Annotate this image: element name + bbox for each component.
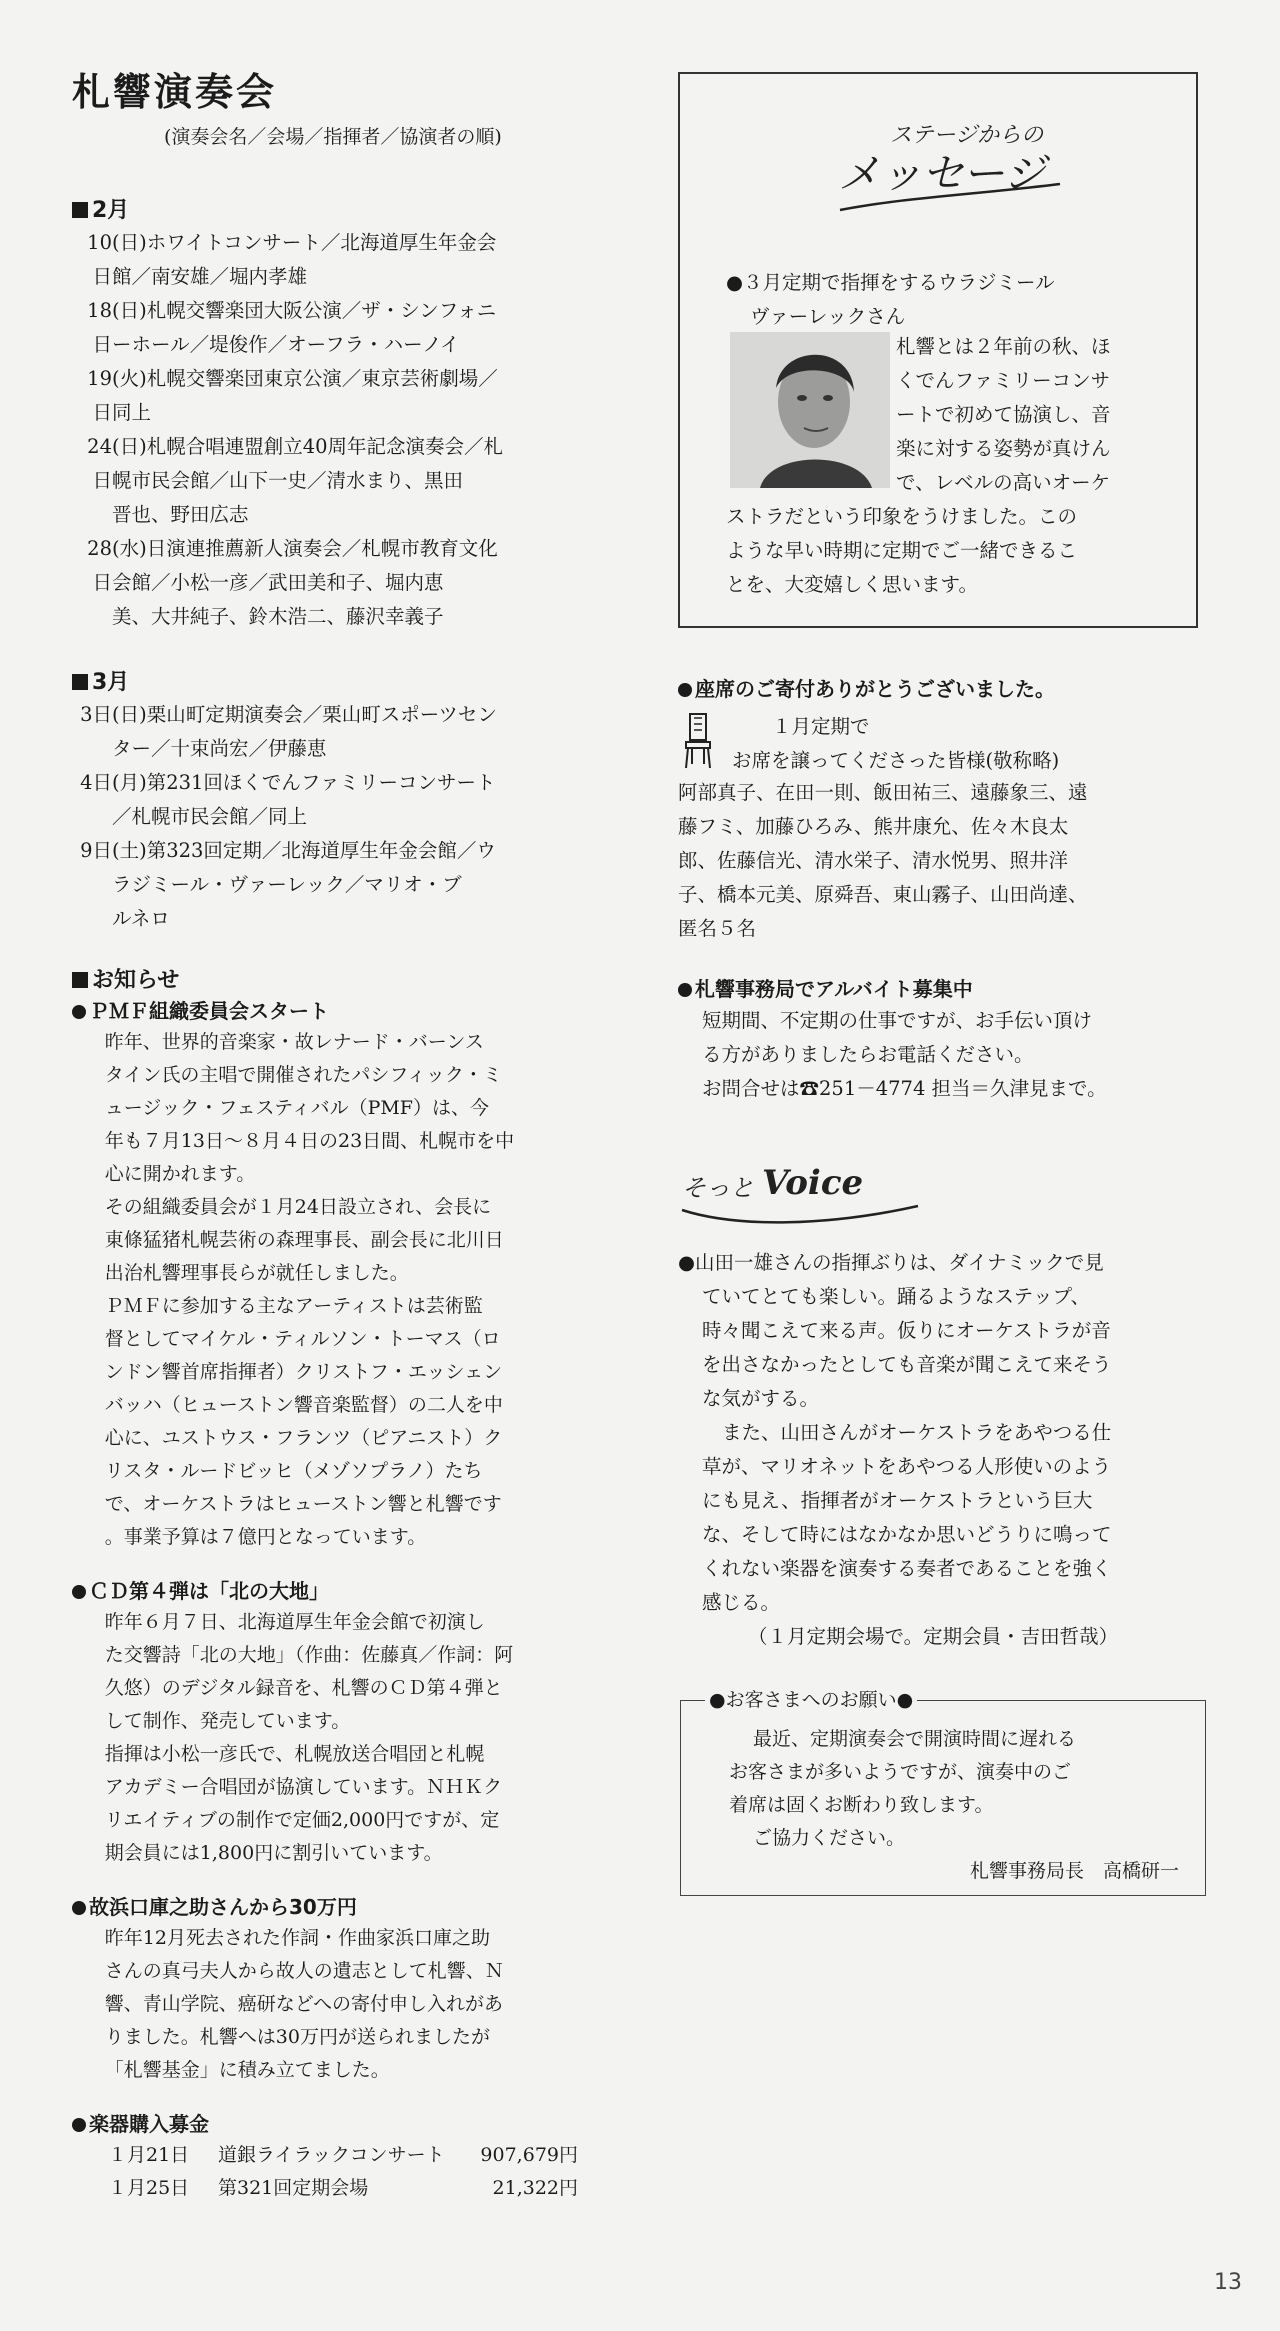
table-row: １月25日 第321回定期会場 21,322円: [108, 2177, 578, 2199]
cd-heading: ＣＤ第４弾は「北の大地」: [72, 1576, 612, 1606]
square-bullet-icon: [72, 674, 88, 690]
square-bullet-icon: [72, 972, 88, 988]
page-subtitle: (演奏会名／会場／指揮者／協演者の順): [164, 126, 502, 148]
audience-notice-box: [680, 1689, 1206, 1896]
square-bullet-icon: [72, 202, 88, 218]
schedule-row: 19日 (火)札幌交響楽団東京公演／東京芸術劇場／ 同上: [87, 367, 498, 424]
seat-donation-intro: １月定期で お席を譲ってくださった皆様(敬称略): [678, 710, 1208, 778]
seat-donation-section: [678, 674, 1208, 946]
march-schedule: [72, 698, 612, 936]
donor-names: 阿部真子、在田一則、飯田祐三、遠藤象三、遠 藤フミ、加藤ひろみ、熊井康允、佐々木良太 郎、佐藤信光、清水栄子、清水悦男、照井洋 子、橋本元美、原舜吾、東山霧子、山田尚達、 匿名５名: [678, 781, 1088, 940]
dot-bullet-icon: [72, 1901, 86, 1915]
paragraph: 昨年、世界的音楽家・故レナード・バーンス タイン氏の主唱で開催されたパシフィック・ミ ュージック・フェスティバル（PMF）は、今 年も７月13日～８月４日の23日間、札幌市を中 心に開かれます。: [104, 1031, 515, 1185]
voice-logo: [678, 1148, 938, 1238]
pmf-heading: ＰＭＦ組織委員会スタート: [72, 996, 612, 1026]
february-schedule: [72, 226, 612, 634]
dot-bullet-icon: [72, 1005, 86, 1019]
voice-section: [678, 1246, 1208, 1654]
paragraph: 昨年12月死去された作詞・作曲家浜口庫之助 さんの真弓夫人から故人の遺志として札響、Ｎ 響、青山学院、癌研などへの寄付申し入れがあ りました。札響へは30万円が送られましたが 「札響基金」に積み立てました。: [104, 1927, 504, 2081]
hamaguchi-article: [72, 1922, 612, 2087]
dot-bullet-icon: [678, 683, 692, 697]
notice-signature: 札響事務局長 高橋研一: [969, 1860, 1179, 1882]
left-column: [72, 70, 612, 2205]
schedule-row: 10日 (日)ホワイトコンサート／北海道厚生年金会 館／南安雄／堀内孝雄: [87, 231, 497, 288]
page-number: 13: [1214, 2270, 1242, 2295]
pmf-article: [72, 1026, 612, 1554]
table-row: １月21日 道銀ライラックコンサート 907,679円: [108, 2144, 578, 2166]
paragraph: 指揮は小松一彦氏で、札幌放送合唱団と札幌 アカデミー合唱団が協演しています。ＮＨＫク リエイティブの制作で定価2,000円ですが、定 期会員には1,800円に割引いています。: [104, 1743, 503, 1864]
fund-table: [72, 2139, 612, 2205]
conductor-photo: [730, 332, 890, 488]
schedule-row: 4日 (月)第231回ほくでんファミリーコンサート ／札幌市民会館／同上: [80, 771, 496, 828]
message-heading: ●３月定期で指揮をするウラジミール ヴァーレックさん: [726, 271, 1055, 328]
schedule-row: 28日 (水)日演連推薦新人演奏会／札幌市教育文化 会館／小松一彦／武田美和子、堀内恵 美、大井純子、鈴木浩二、藤沢幸義子: [87, 537, 498, 628]
cd-article: [72, 1606, 612, 1870]
job-text: 短期間、不定期の仕事ですが、お手伝い頂け る方がありましたらお電話ください。 お問合せは☎251－4774 担当＝久津見まで。: [702, 1009, 1107, 1100]
dot-bullet-icon: [678, 983, 692, 997]
schedule-row: 3日 (日)栗山町定期演奏会／栗山町スポーツセン ター／十束尚宏／伊藤恵: [80, 703, 497, 760]
paragraph: ＰＭＦに参加する主なアーティストは芸術監 督としてマイケル・ティルソン・トーマス（ロ ンドン響首席指揮者）クリストフ・エッシェン バッハ（ヒューストン響音楽監督）の二人を中 心に、ユストウス・フランツ（ピアニスト）ク リスタ・ルードビッヒ（メゾソプラノ）たち で、オーケストラはヒューストン響と札響です 。事業予算は７億円となっています。: [104, 1295, 503, 1548]
february-heading: 2月: [72, 196, 612, 226]
message-text: 札響とは２年前の秋、ほ くでんファミリーコンサ ートで初めて協演し、音 楽に対する姿勢が真けん で、レベルの高いオーケ: [896, 335, 1111, 494]
seat-donation-heading: 座席のご寄付ありがとうございました。: [678, 674, 1208, 704]
stage-message-logo: [820, 102, 1080, 222]
svg-text:そっと: そっと: [682, 1174, 754, 1202]
schedule-row: 9日 (土)第323回定期／北海道厚生年金会館／ウ ラジミール・ヴァーレック／マリオ・ブ ルネロ: [80, 839, 496, 930]
march-heading: 3月: [72, 668, 612, 698]
message-text-continued: ストラだという印象をうけました。この ような早い時期に定期でご一緒できるこ とを、大変嬉しく思います。: [726, 505, 1078, 596]
chair-icon: [678, 710, 718, 770]
hamaguchi-heading: 故浜口庫之助さんから30万円: [72, 1892, 612, 1922]
schedule-row: 18日 (日)札幌交響楽団大阪公演／ザ・シンフォニ ーホール／堤俊作／オーフラ・ハーノイ: [87, 299, 497, 356]
stage-message-box: [678, 72, 1198, 628]
job-heading: 札響事務局でアルバイト募集中: [678, 974, 1208, 1004]
paragraph: その組織委員会が１月24日設立され、会長に 東條猛猪札幌芸術の森理事長、副会長に北川日 出治札響理事長らが就任しました。: [104, 1196, 504, 1284]
paragraph: 昨年６月７日、北海道厚生年金会館で初演し た交響詩「北の大地」（作曲：佐藤真／作詞：阿 久悠）のデジタル録音を、札響のＣＤ第４弾と して制作、発売しています。: [104, 1611, 514, 1732]
voice-signature: （１月定期会場で。定期会員・吉田哲哉）: [748, 1625, 1119, 1648]
voice-text: ●山田一雄さんの指揮ぶりは、ダイナミックで見 ていてとても楽しい。踊るようなステップ、 時々聞こえて来る声。仮りにオーケストラが音 を出さなかったとしても音楽が聞こえて来そう な気がする。 また、山田さんがオーケストラをあやつる仕 草が、マリオネットをあやつる人形使いのよう にも見え、指揮者がオーケストラという巨大 な、そして時にはなかなか思いどうりに鳴って くれない楽器を演奏する奏者であることを強く 感じる。 （１月定期会場で。定期会員・吉田哲哉）: [678, 1246, 1208, 1654]
page-title: 札響演奏会: [72, 70, 278, 114]
svg-text:ステージからの: ステージからの: [890, 123, 1044, 148]
fund-heading: 楽器購入募金: [72, 2109, 612, 2139]
dot-bullet-icon: [72, 2118, 86, 2132]
schedule-row: 24日 (日)札幌合唱連盟創立40周年記念演奏会／札 幌市民会館／山下一史／清水まり、黒田 晋也、野田広志: [87, 435, 504, 526]
dot-bullet-icon: [72, 1585, 86, 1599]
news-heading: お知らせ: [72, 966, 612, 996]
notice-title: ●お客さまへのお願い●: [705, 1685, 917, 1715]
svg-text:Voice: Voice: [762, 1163, 864, 1203]
notice-text: 最近、定期演奏会で開演時間に遅れる お客さまが多いようですが、演奏中のご 着席は固くお断わり致します。 ご協力ください。 札響事務局長 高橋研一: [729, 1723, 1189, 1888]
svg-text:メッセージ: メッセージ: [838, 149, 1046, 198]
job-section: [678, 974, 1208, 1106]
